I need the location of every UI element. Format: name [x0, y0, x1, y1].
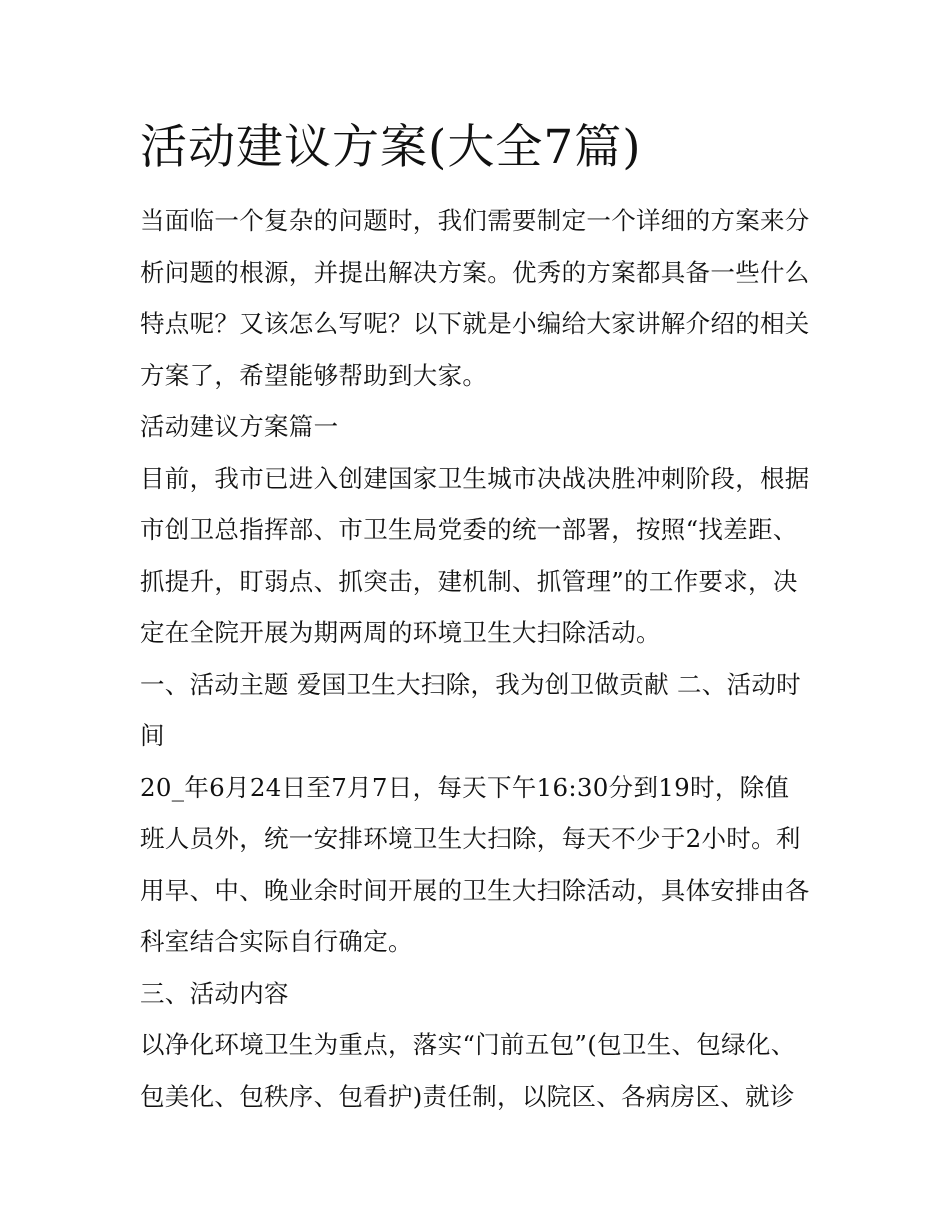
body-paragraph: 目前，我市已进入创建国家卫生城市决战决胜冲刺阶段，根据 市创卫总指挥部、市卫生局党委的统一部署，按照“找差距、 抓提升，盯弱点、抓突击，建机制、抓管理”的工作要求，决 定在全院开展为期两周的环境卫生大扫除活动。	[140, 463, 810, 647]
activity-time-paragraph: 20_年6月24日至7月7日，每天下午16:30分到19时，除值 班人员外，统一安排环境卫生大扫除，每天不少于2小时。利 用早、中、晚业余时间开展的卫生大扫除活动，具体安排由各 科室结合实际自行确定。	[140, 772, 810, 956]
document-body	[140, 195, 820, 1122]
activity-theme-paragraph: 一、活动主题 爱国卫生大扫除，我为创卫做贡献 二、活动时 间	[140, 669, 801, 750]
activity-content-paragraph: 以净化环境卫生为重点，落实“门前五包”(包卫生、包绿化、 包美化、包秩序、包看护)责任制，以院区、各病房区、就诊	[140, 1030, 796, 1111]
section-heading: 活动建议方案篇一	[140, 412, 339, 441]
document-title: 活动建议方案(大全7篇)	[140, 120, 642, 175]
intro-paragraph: 当面临一个复杂的问题时，我们需要制定一个详细的方案来分 析问题的根源，并提出解决方案。优秀的方案都具备一些什么 特点呢？又该怎么写呢？以下就是小编给大家讲解介绍的相关 方案了，希望能够帮助到大家。	[140, 206, 810, 390]
subsection-heading: 三、活动内容	[140, 978, 289, 1008]
